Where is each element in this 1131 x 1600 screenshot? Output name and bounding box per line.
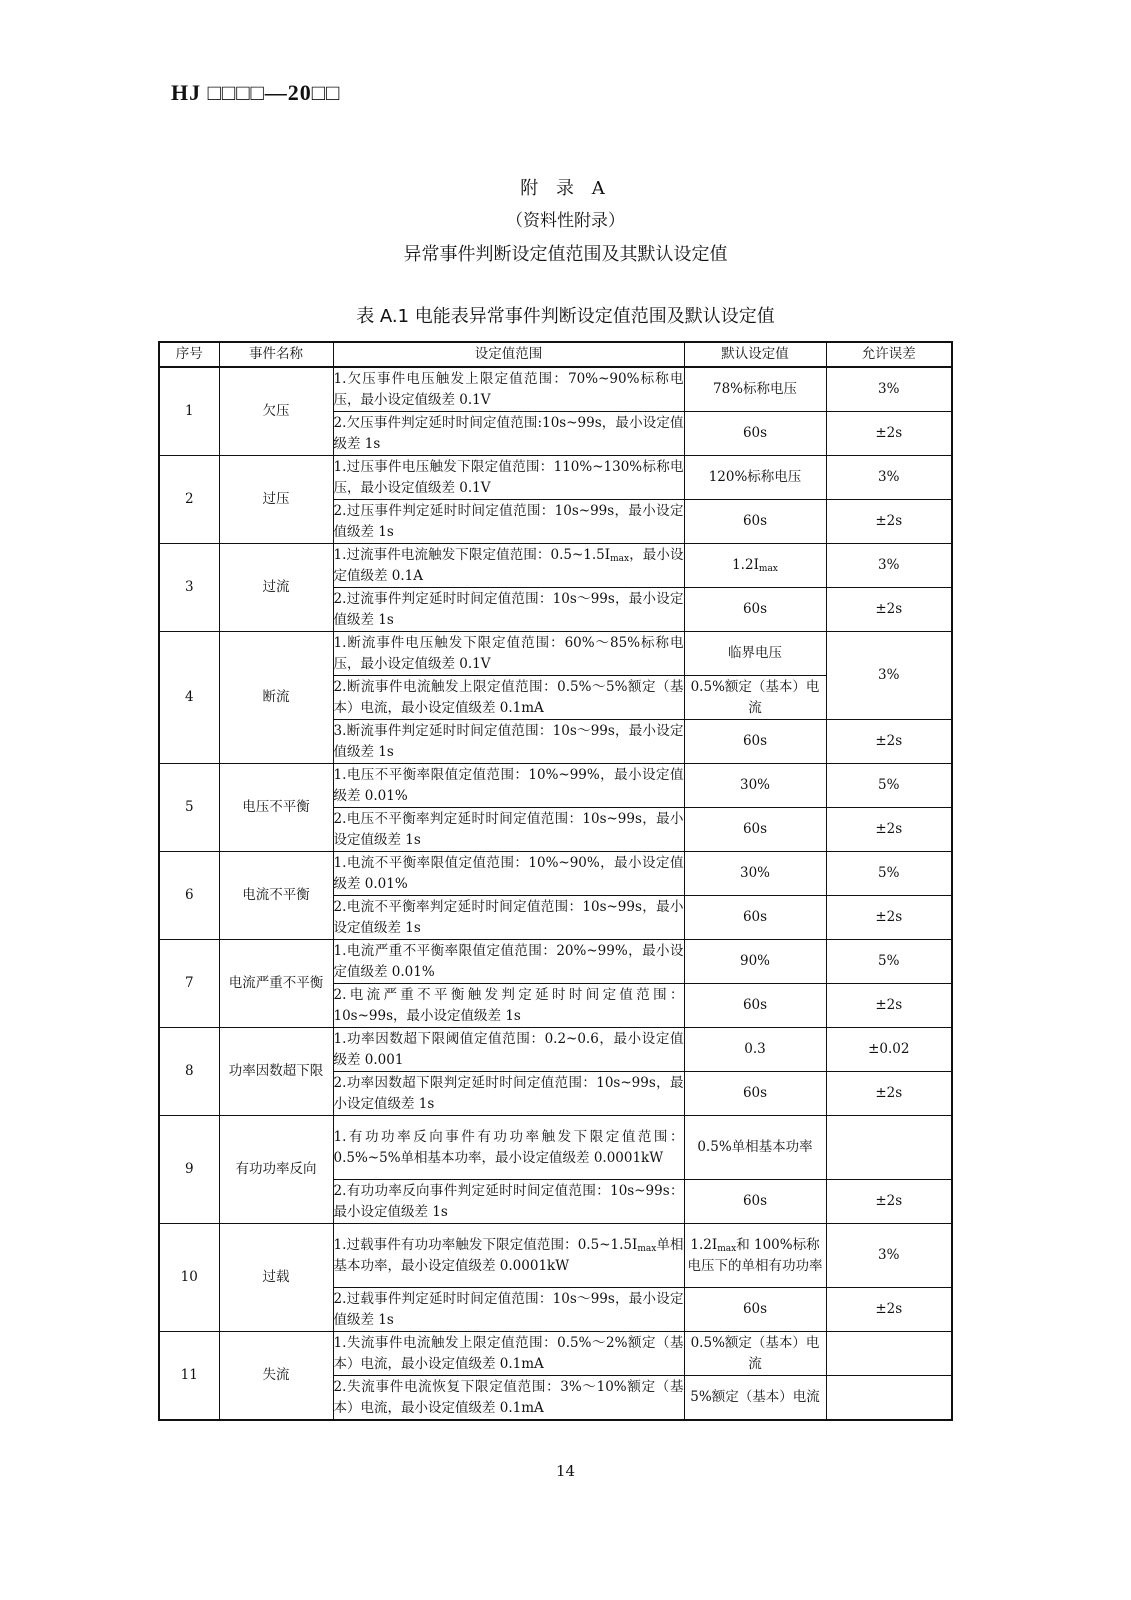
appendix-heading: 异常事件判断设定值范围及其默认设定值 (403, 244, 728, 265)
row-number: 1 (159, 367, 219, 456)
table-row (159, 456, 952, 500)
tolerance (826, 1376, 952, 1421)
tolerance: 5% (826, 764, 952, 808)
appendix-subtitle: （资料性附录） (506, 211, 625, 231)
column-header-tolerance: 允许误差 (826, 342, 952, 367)
default-value: 30% (684, 764, 826, 808)
setting-range: 2.电流不平衡率判定延时时间定值范围：10s~99s，最小设定值级差 1s (333, 896, 684, 940)
row-number: 7 (159, 940, 219, 1028)
tolerance (826, 1332, 952, 1376)
setting-range: 2.电压不平衡率判定延时时间定值范围：10s~99s，最小设定值级差 1s (333, 808, 684, 852)
table-row (159, 367, 952, 412)
table-row (159, 940, 952, 984)
tolerance: ±2s (826, 896, 952, 940)
setting-range: 2.有功功率反向事件判定延时时间定值范围：10s~99s：最小设定值级差 1s (333, 1180, 684, 1224)
event-name: 过流 (219, 544, 333, 632)
tolerance: ±2s (826, 984, 952, 1028)
row-number: 6 (159, 852, 219, 940)
default-value: 60s (684, 588, 826, 632)
default-value: 90% (684, 940, 826, 984)
tolerance: 3% (826, 367, 952, 412)
tolerance: 5% (826, 852, 952, 896)
default-value: 60s (684, 720, 826, 764)
setting-range: 2.欠压事件判定延时时间定值范围:10s~99s，最小设定值级差 1s (333, 412, 684, 456)
table-caption: 表 A.1 电能表异常事件判断设定值范围及默认设定值 (356, 306, 775, 327)
default-value: 0.5%额定（基本）电流 (684, 676, 826, 720)
table-row (159, 1332, 952, 1376)
default-value: 临界电压 (684, 632, 826, 676)
default-value: 60s (684, 412, 826, 456)
tolerance: ±0.02 (826, 1028, 952, 1072)
tolerance: ±2s (826, 1072, 952, 1116)
table-row (159, 544, 952, 588)
table-row (159, 1224, 952, 1288)
event-name: 电流不平衡 (219, 852, 333, 940)
setting-range: 2.过压事件判定延时时间定值范围：10s~99s，最小设定值级差 1s (333, 500, 684, 544)
setting-range: 1.失流事件电流触发上限定值范围：0.5%～2%额定（基本）电流，最小设定值级差 0.1mA (333, 1332, 684, 1376)
default-value: $1.2I_{max}$ (684, 544, 826, 588)
row-number: 9 (159, 1116, 219, 1224)
page-number: 14 (555, 1462, 576, 1480)
tolerance: ±2s (826, 412, 952, 456)
event-name: 断流 (219, 632, 333, 764)
table-header-row (159, 342, 952, 367)
default-value: $1.2I_{max}$和 100%标称电压下的单相有功功率 (684, 1224, 826, 1288)
table-row (159, 1116, 952, 1180)
setting-range: 1.断流事件电压触发下限定值范围：60%～85%标称电压，最小设定值级差 0.1V (333, 632, 684, 676)
setting-range: 2.断流事件电流触发上限定值范围：0.5%～5%额定（基本）电流，最小设定值级差 0.1mA (333, 676, 684, 720)
setting-range: 2.过流事件判定延时时间定值范围：10s～99s，最小设定值级差 1s (333, 588, 684, 632)
event-name: 过压 (219, 456, 333, 544)
tolerance: 5% (826, 940, 952, 984)
default-value: 60s (684, 1072, 826, 1116)
default-value: 30% (684, 852, 826, 896)
default-value: 60s (684, 500, 826, 544)
event-name: 过载 (219, 1224, 333, 1332)
table-row (159, 852, 952, 896)
table-row (159, 764, 952, 808)
default-value: 60s (684, 896, 826, 940)
setting-range: 3.断流事件判定延时时间定值范围：10s～99s，最小设定值级差 1s (333, 720, 684, 764)
default-value: 0.5%额定（基本）电流 (684, 1332, 826, 1376)
settings-table (158, 341, 953, 1421)
default-value: 5%额定（基本）电流 (684, 1376, 826, 1421)
tolerance: 3% (826, 632, 952, 720)
default-value: 120%标称电压 (684, 456, 826, 500)
default-value: 0.5%单相基本功率 (684, 1116, 826, 1180)
tolerance: ±2s (826, 808, 952, 852)
tolerance: ±2s (826, 500, 952, 544)
tolerance: 3% (826, 1224, 952, 1288)
setting-range: 1.功率因数超下限阈值定值范围：0.2~0.6，最小设定值级差 0.001 (333, 1028, 684, 1072)
row-number: 5 (159, 764, 219, 852)
default-value: 60s (684, 1288, 826, 1332)
row-number: 11 (159, 1332, 219, 1421)
setting-range: 1.电压不平衡率限值定值范围：10%~99%，最小设定值级差 0.01% (333, 764, 684, 808)
event-name: 有功功率反向 (219, 1116, 333, 1224)
setting-range: 2.电流严重不平衡触发判定延时时间定值范围：10s~99s，最小设定值级差 1s (333, 984, 684, 1028)
row-number: 8 (159, 1028, 219, 1116)
column-header-no: 序号 (159, 342, 219, 367)
setting-range: 1.电流不平衡率限值定值范围：10%~90%，最小设定值级差 0.01% (333, 852, 684, 896)
tolerance: 3% (826, 456, 952, 500)
default-value: 0.3 (684, 1028, 826, 1072)
setting-range: 2.失流事件电流恢复下限定值范围：3%～10%额定（基本）电流，最小设定值级差 0.1mA (333, 1376, 684, 1421)
column-header-setting-range: 设定值范围 (333, 342, 684, 367)
tolerance: ±2s (826, 1180, 952, 1224)
default-value: 60s (684, 808, 826, 852)
setting-range: 1.欠压事件电压触发上限定值范围：70%~90%标称电压，最小设定值级差 0.1V (333, 367, 684, 412)
table-row (159, 1028, 952, 1072)
tolerance: 3% (826, 544, 952, 588)
event-name: 欠压 (219, 367, 333, 456)
column-header-default-value: 默认设定值 (684, 342, 826, 367)
event-name: 电流严重不平衡 (219, 940, 333, 1028)
document-code: HJ □□□□—20□□ (171, 80, 341, 105)
default-value: 78%标称电压 (684, 367, 826, 412)
row-number: 10 (159, 1224, 219, 1332)
column-header-event-name: 事件名称 (219, 342, 333, 367)
event-name: 电压不平衡 (219, 764, 333, 852)
row-number: 2 (159, 456, 219, 544)
tolerance: ±2s (826, 1288, 952, 1332)
tolerance: ±2s (826, 588, 952, 632)
appendix-title: 附 录 A (520, 178, 611, 199)
tolerance: ±2s (826, 720, 952, 764)
default-value: 60s (684, 1180, 826, 1224)
setting-range: 1.电流严重不平衡率限值定值范围：20%~99%，最小设定值级差 0.01% (333, 940, 684, 984)
setting-range: 2.过载事件判定延时时间定值范围：10s～99s，最小设定值级差 1s (333, 1288, 684, 1332)
event-name: 功率因数超下限 (219, 1028, 333, 1116)
row-number: 4 (159, 632, 219, 764)
event-name: 失流 (219, 1332, 333, 1421)
setting-range: 2.功率因数超下限判定延时时间定值范围：10s~99s，最小设定值级差 1s (333, 1072, 684, 1116)
default-value: 60s (684, 984, 826, 1028)
row-number: 3 (159, 544, 219, 632)
table-row (159, 632, 952, 676)
tolerance (826, 1116, 952, 1180)
setting-range: 1.过压事件电压触发下限定值范围：110%~130%标称电压，最小设定值级差 0.1V (333, 456, 684, 500)
setting-range: 1.有功功率反向事件有功功率触发下限定值范围：0.5%~5%单相基本功率，最小设定值级差 0.0001kW (333, 1116, 684, 1180)
setting-range: 1.过载事件有功功率触发下限定值范围：$0.5\sim 1.5I_{max}$单相基本功率，最小设定值级差 0.0001kW (333, 1224, 684, 1288)
setting-range: 1.过流事件电流触发下限定值范围：$0.5\sim 1.5I_{max}$，最小设定值级差 0.1A (333, 544, 684, 588)
